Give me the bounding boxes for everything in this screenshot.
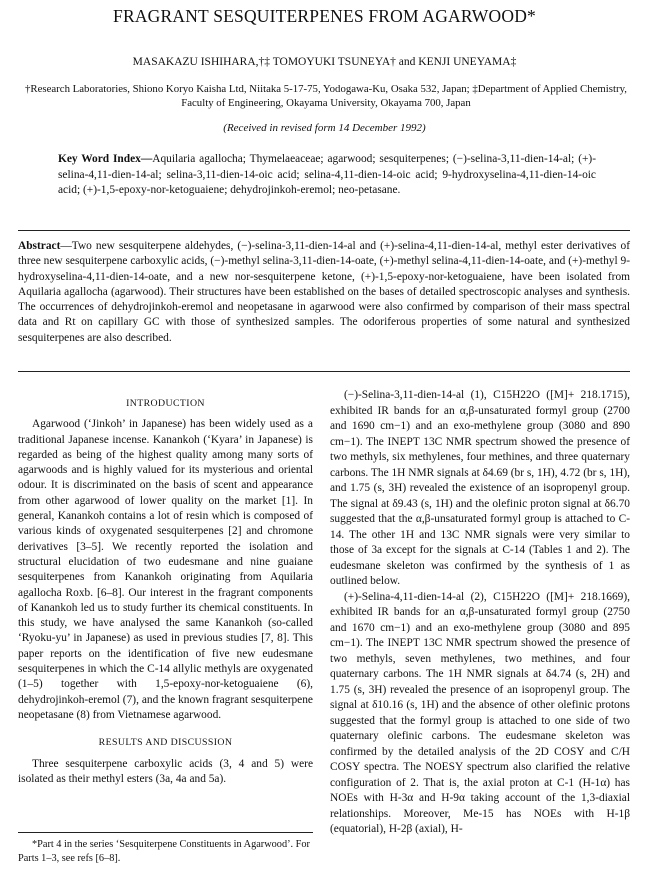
affiliations: †Research Laboratories, Shiono Koryo Kaisha Ltd, Niitaka 5-17-75, Yodogawa-Ku, Osaka 532, Japan; ‡Department of Applied Chemistry, Faculty of Engineering, Okayama University, Okayama 700, Japan xyxy=(25,83,627,109)
introduction-paragraph: Agarwood (‘Jinkoh’ in Japanese) has been widely used as a traditional Japanese incense. Kanankoh (‘Kyara’ in Japanese) is regarded as being of the highest quality among many sorts of agarwoods and is highly valued for its mysterious and oriental odour. It is discriminated on the basis of scent and appearance from other agarwood of lower quality on the market [1]. In general, Kanankoh contains a lot of resin which is composed of various kinds of oxygenated sesquiterpenes [2] and chromone derivatives [3–5]. We recently reported the isolation and structural elucidation of two eudesmane and nine guaiane sesquiterpenes from Kanankoh originating from Aquilaria agallocha Roxb. [6–8]. Our interest in the fragrant components of Kanankoh led us to study further its chemical constituents. In this study, we have analysed the same Kanankoh (so-called ‘Ryoku-yu’ in Japanese) as used in previous studies [7, 8]. This paper reports on the identification of five new eudesmane sesquiterpenes in which the C-14 allylic methyls are oxygenated (1–5) together with 1,5-epoxy-nor-ketoguaiene (6), dehydrojinkoh-eremol (7), and the known fragrant sesquiterpene neopetasane (8) from Vietnamese agarwood. xyxy=(18,418,313,721)
received-date: (Received in revised form 14 December 1992) xyxy=(223,122,426,134)
results-paragraph: Three sesquiterpene carboxylic acids (3, 4 and 5) were isolated as their methyl esters (3a, 4a and 5a). xyxy=(18,757,313,785)
introduction-heading: INTRODUCTION xyxy=(126,398,205,409)
keyword-text: Aquilaria agallocha; Thymelaeaceae; agarwood; sesquiterpenes; (−)-selina-3,11-dien-14-al; (+)-selina-4,11-dien-14-al; selina-3,11-dien-14-oic acid; selina-4,11-dien-14-oic acid; 9-hydroxyselina-4,11-dien-14-oic acid; (+)-1,5-epoxy-nor-ketoguaiene; dehydrojinkoh-eremol; neo-petasane. xyxy=(58,153,596,197)
results-heading: RESULTS AND DISCUSSION xyxy=(98,737,233,749)
abstract-bottom-rule xyxy=(18,371,630,372)
footnote-rule xyxy=(18,832,313,833)
abstract-label: Abstract xyxy=(18,240,61,252)
abstract-text: —Two new sesquiterpene aldehydes, (−)-selina-3,11-dien-14-al and (+)-selina-4,11-dien-14-al, methyl ester derivatives of three new sesquiterpene carboxylic acids, (−)-methyl selina-3,11-dien-14-oate, (+)-methyl selina-4,11-dien-14-oate, and (+)-methyl 9-hydroxyselina-4,11-dien-14-oate, and a new nor-sesquiterpene ketone, (+)-1,5-epoxy-nor-ketoguaiene, have been isolated from Aquilaria agallocha (agarwood). Their structures have been established on the bases of detailed spectroscopic analyses and synthesis. The occurrences of dehydrojinkoh-eremol and neopetasane in agarwood were also confirmed by comparison of their mass spectral data and Rt on capillary GC with those of synthesized samples. The odoriferous properties of some natural and synthesized sesquiterpenes are also described. xyxy=(18,240,630,344)
right-column xyxy=(330,388,630,838)
left-column xyxy=(18,396,313,787)
compound-1-paragraph: (−)-Selina-3,11-dien-14-al (1), C15H22O ([M]+ 218.1715), exhibited IR bands for an α,β-unsaturated formyl group (2700 and 1690 cm−1) and an exo-methylene group (3080 and 890 cm−1). The INEPT 13C NMR spectrum showed the presence of two methyls, six methylenes, four methines, and three quaternary carbons. The 1H NMR signals at δ4.69 (br s, 1H), 4.72 (br s, 1H), and 1.75 (s, 3H) revealed the existence of an isopropenyl group. The signal at δ9.43 (s, 1H) and the olefinic proton signal at δ6.70 suggested that the α,β-unsaturated formyl group is attached to C-14. The other 1H and 13C NMR signals were very similar to those of 3a except for the signals at C-14 (Tables 1 and 2). The eudesmane skeleton was confirmed by the synthesis of 1 as outlined below. xyxy=(330,389,631,587)
keyword-label: Key Word Index— xyxy=(58,153,153,165)
abstract-block xyxy=(18,239,630,346)
abstract-top-rule xyxy=(18,230,630,231)
compound-2-paragraph: (+)-Selina-4,11-dien-14-al (2), C15H22O ([M]+ 218.1669), exhibited IR bands for an α,β-unsaturated formyl group (2750 and 1670 cm−1) and an exo-methylene group (3080 and 895 cm−1). The INEPT 13C NMR spectrum showed the presence of two methyls, seven methylenes, two methines, and four quaternary carbons. The 1H NMR signals at δ4.74 (s, 2H) and 1.75 (s, 3H) revealed the presence of an isopropenyl group. The signal at δ10.16 (s, 1H) and the absence of other olefinic protons suggested that the formyl group is attached to one side of two quaternary olefinic carbons. The eudesmane skeleton was confirmed by the detailed analysis of the 2D COSY and C/H COSY spectra. The NOESY spectrum also clarified the relative configuration of 2. That is, the axial proton at C-1 (H-1α) has NOEs with H-3α and H-9α taking account of the 1,3-diaxial relationships. Moreover, Me-15 has NOEs with H-1β (equatorial), H-2β (axial), H- xyxy=(330,590,630,835)
author-list: MASAKAZU ISHIHARA,†‡ TOMOYUKI TSUNEYA† and KENJI UNEYAMA‡ xyxy=(132,56,517,68)
paper-title: FRAGRANT SESQUITERPENES FROM AGARWOOD* xyxy=(113,6,536,26)
footnote: *Part 4 in the series ‘Sesquiterpene Constituents in Agarwood’. For Parts 1–3, see refs [6–8]. xyxy=(18,839,310,864)
keyword-index xyxy=(58,152,596,199)
